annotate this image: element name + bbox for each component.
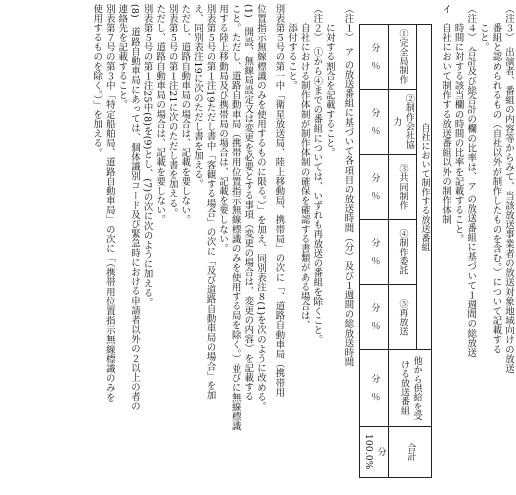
note-3-line-3: こと。 — [477, 4, 489, 52]
body-line-15: 使用するものを除く。）」を加える。 — [91, 4, 103, 158]
body-line-1: 別表第５号の第一中「衛星放送局、陸上移動局、携帯局」の次に「、道路自動車局（携帯用 — [273, 4, 285, 398]
table-col-supplied: 他から供給を受ける放送番組 — [388, 350, 432, 427]
table-cell-2: 分 ％ — [360, 90, 388, 155]
table-note-1-line-2: に対する割合を記載すること。 — [323, 4, 335, 158]
table-title-cell: 自社において制作する放送番組 — [416, 25, 432, 350]
body-line-3: (1) 開設、無線局設定又は変更を必要とする事項（変更の場合は、変更の内容）を記載する — [242, 4, 254, 402]
body-line-2: 位置指示無線標識のみを使用するものに限る。）」を加え、同別表注８(1)を次のように改める。 — [254, 4, 266, 412]
body-line-10: ただし、道路自動車局の場合は、記載を要しない。 — [154, 4, 166, 225]
body-line-6: 別表第５号の第１注19ただし書中「客観する場合」の次に「及び道路自動車局の場合」を加 — [204, 4, 216, 400]
table-col-2: ②制作会社協力 — [388, 90, 416, 155]
table-col-1: ①完全局制作 — [388, 25, 416, 90]
table-cell-5: 分 ％ — [360, 285, 388, 350]
note-4-line-1: （注４） 合計及び総合計の欄の比率は、ア の放送番組に基づいて１週間の総放送 — [465, 4, 477, 358]
body-line-4: こと。ただし、道路自動車局（携帯用位置指示無線標識のみを使用する局を除く。）並びに無線標識 — [229, 4, 241, 431]
table-col-4: ④制作委託 — [388, 220, 416, 285]
table-col-3: ③共同制作 — [388, 155, 416, 220]
body-line-5: 用する陸上移動局及び携帯局の場合は、記載を要しない。 — [217, 4, 229, 254]
body-line-11: 別表第５号の第１注25中(8)を(9)とし、(7)の次に次のように加える。 — [141, 4, 153, 308]
note-3-line-1: （注３） 出演者、番組の内容等からみて、当該放送事業者の放送対象地域向けの放送 — [503, 4, 514, 374]
table-cell-4: 分 ％ — [360, 220, 388, 285]
table-note-2-line-2: 自社における制作体制が制作体制の確保を確認する書類がある場合は、 — [298, 4, 310, 331]
body-line-12: (8) 道路自動車局にあっては、個体識別コード及び緊急時における申請者以外の２以上の者の — [128, 4, 140, 412]
section-heading: イ 自社において制作する放送番組以外の制作体制 — [440, 4, 452, 225]
note-4-line-2: 時間に対する該当欄の時間の比率を記載すること。 — [452, 4, 464, 244]
table-cell-3: 分 ％ — [360, 155, 388, 220]
body-line-7: え、同別表注19に次のただし書を加える。 — [191, 4, 203, 189]
body-line-9: 別表第５号の第１注21に次のただし書を加える。 — [166, 4, 178, 218]
table-note-2-line-1: （注２） ①から④までの番組については、いずれも再放送の番組を除くこと。 — [311, 4, 323, 345]
production-structure-table — [359, 24, 432, 478]
note-3-line-2: 番組と認められるもの（自社以外が制作したものを含む。）について記載する — [490, 4, 502, 355]
table-note-2-line-3: 添付すること。 — [286, 4, 298, 91]
body-line-14: 別表第７号の第３中「特定船舶局、道路自動車局」の次に「（携帯用位置指示無線標識のみを — [103, 4, 115, 403]
table-cell-6: 分 ％ — [360, 350, 388, 427]
table-col-total: 合計 — [388, 427, 432, 478]
table-header-title-row — [416, 25, 432, 478]
table-cell-total: 分 100.0% — [360, 427, 388, 478]
table-cell-1: 分 ％ — [360, 25, 388, 90]
table-row — [360, 25, 388, 478]
body-line-8: ただし、道路自動車局の場合は、記載を要しない。 — [179, 4, 191, 225]
table-note-1-line-1: （注１） ア の放送番組に基づいて各項目の放送時間（分）及び１週間の総放送時間 — [342, 4, 354, 367]
table-col-5: ⑤再放送 — [388, 285, 416, 350]
body-line-13: 連絡先を記載すること。 — [116, 4, 128, 110]
